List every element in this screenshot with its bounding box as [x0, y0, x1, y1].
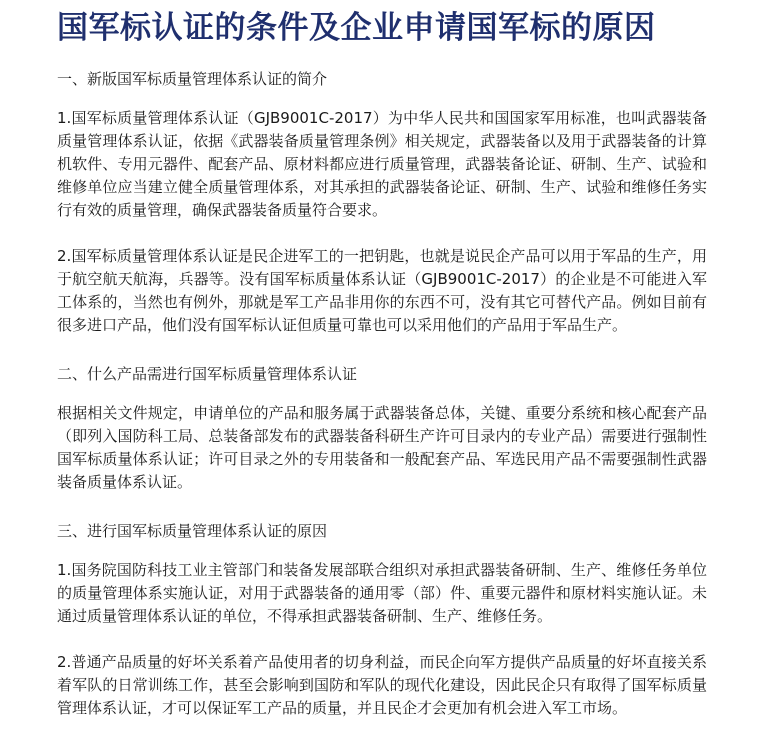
section-heading-products: 二、什么产品需进行国军标质量管理体系认证: [57, 365, 358, 383]
paragraph-reasons-2: 2.普通产品质量的好坏关系着产品使用者的切身利益，而民企向军方提供产品质量的好坏直接关系着军队的日常训练工作，甚至会影响到国防和军队的现代化建设，因此民企只有取得了国军标质量管理体系认证，才可以保证军工产品的质量，并且民企才会更加有机会进入军工市场。: [57, 653, 707, 717]
section-heading-reasons: 三、进行国军标质量管理体系认证的原因: [57, 522, 328, 540]
paragraph-products-1: 根据相关文件规定，申请单位的产品和服务属于武器装备总体，关键、重要分系统和核心配套产品（即列入国防科工局、总装备部发布的武器装备科研生产许可目录内的专业产品）需要进行强制性国军标质量体系认证；许可目录之外的专用装备和一般配套产品、军选民用产品不需要强制性武器装备质量体系认证。: [57, 404, 707, 491]
page-title: 国军标认证的条件及企业申请国军标的原因: [57, 10, 656, 46]
paragraph-intro-1: 1.国军标质量管理体系认证（GJB9001C-2017）为中华人民共和国国家军用标准，也叫武器装备质量管理体系认证，依据《武器装备质量管理条例》相关规定，武器装备以及用于武器装备的计算机软件、专用元器件、配套产品、原材料都应进行质量管理，武器装备论证、研制、生产、试验和维修单位应当建立健全质量管理体系，对其承担的武器装备论证、研制、生产、试验和维修任务实行有效的质量管理，确保武器装备质量符合要求。: [57, 109, 707, 219]
section-heading-intro: 一、新版国军标质量管理体系认证的简介: [57, 70, 328, 88]
paragraph-intro-2: 2.国军标质量管理体系认证是民企进军工的一把钥匙，也就是说民企产品可以用于军品的生产，用于航空航天航海，兵器等。没有国军标质量体系认证（GJB9001C-2017）的企业是不可能进入军工体系的，当然也有例外，那就是军工产品非用你的东西不可，没有其它可替代产品。例如目前有很多进口产品，他们没有国军标认证但质量可靠也可以采用他们的产品用于军品生产。: [57, 247, 707, 334]
paragraph-reasons-1: 1.国务院国防科技工业主管部门和装备发展部联合组织对承担武器装备研制、生产、维修任务单位的质量管理体系实施认证，对用于武器装备的通用零（部）件、重要元器件和原材料实施认证。未通过质量管理体系认证的单位，不得承担武器装备研制、生产、维修任务。: [57, 561, 707, 625]
